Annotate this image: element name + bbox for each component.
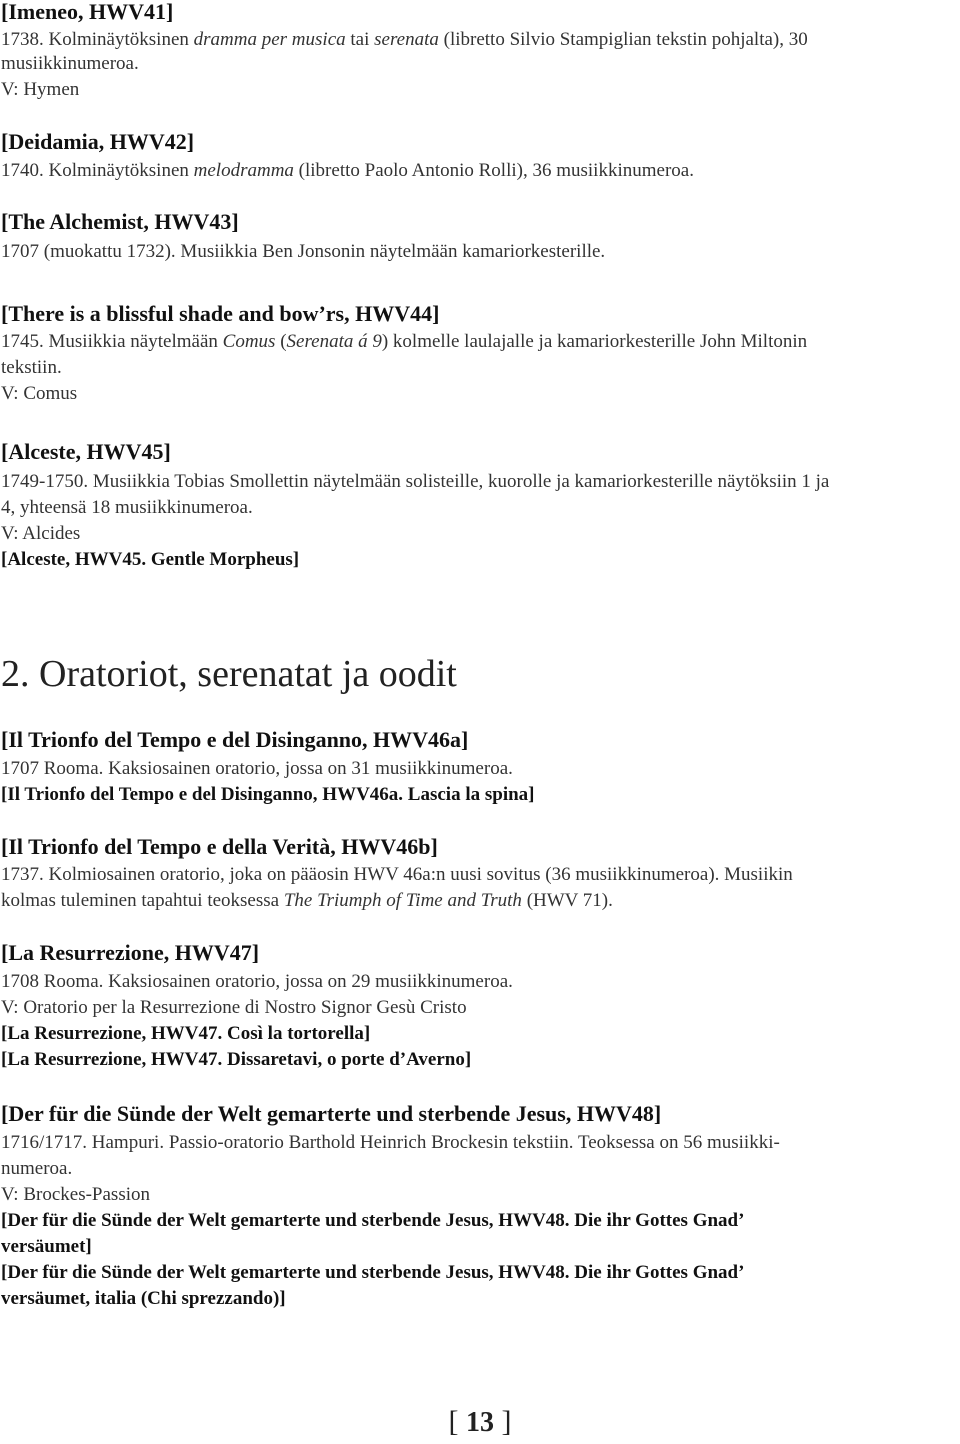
entry-heading-imeneo: [Imeneo, HWV41] [1,0,174,24]
entry-text-resurrezione-line2: V: Oratorio per la Resurrezione di Nostro Signor Gesù Cristo [1,997,467,1018]
page-number: [ 13 ] [448,1405,512,1438]
page-number-value: 13 [466,1407,494,1438]
entry-heading-alchemist: [The Alchemist, HWV43] [1,209,239,234]
entry-text-resurrezione-line1: 1708 Rooma. Kaksiosainen oratorio, jossa on 29 musiikkinumeroa. [1,971,513,992]
entry-subheading-brockes-1b: versäumet] [1,1236,92,1257]
section-title: 2. Oratoriot, serenatat ja oodit [1,653,457,695]
entry-text-imeneo-line3: V: Hymen [1,79,80,100]
entry-text-blissful-line1: 1745. Musiikkia näytelmään Comus (Serenata á 9) kolmelle laulajalle ja kamariorkesterille John Miltonin [1,331,808,352]
entry-heading-alceste: [Alceste, HWV45] [1,439,171,464]
entry-text-brockes-line3: V: Brockes-Passion [1,1184,150,1205]
entry-text-brockes-line1: 1716/1717. Hampuri. Passio-oratorio Barthold Heinrich Brockesin tekstiin. Teoksessa on 56 musiikki- [1,1132,780,1153]
entry-text-blissful-line3: V: Comus [1,383,78,404]
entry-text-trionfo-a-line1: 1707 Rooma. Kaksiosainen oratorio, jossa on 31 musiikkinumeroa. [1,758,513,779]
entry-subheading-resurrezione-2: [La Resurrezione, HWV47. Dissaretavi, o porte d’Averno] [1,1049,472,1070]
entry-heading-resurrezione: [La Resurrezione, HWV47] [1,940,260,965]
entry-text-alceste-line1: 1749-1750. Musiikkia Tobias Smollettin näytelmään solisteille, kuorolle ja kamariorkesterille näytöksiin 1 ja [1,471,830,492]
entry-subheading-brockes-1a: [Der für die Sünde der Welt gemarterte und sterbende Jesus, HWV48. Die ihr Gottes Gnad’ [1,1210,745,1231]
entry-subheading-trionfo-a: [Il Trionfo del Tempo e del Disinganno, HWV46a. Lascia la spina] [1,784,535,805]
entry-text-brockes-line2: numeroa. [1,1158,73,1179]
entry-text-alceste-line3: V: Alcides [1,523,81,544]
entry-text-imeneo-line2: musiikkinumeroa. [1,53,139,74]
entry-text-trionfo-b-line2: kolmas tuleminen tapahtui teoksessa The Triumph of Time and Truth (HWV 71). [1,890,613,911]
entry-text-deidamia-line1: 1740. Kolminäytöksinen melodramma (libretto Paolo Antonio Rolli), 36 musiikkinumeroa. [1,160,694,181]
entry-subheading-alceste: [Alceste, HWV45. Gentle Morpheus] [1,549,300,570]
entry-subheading-brockes-2a: [Der für die Sünde der Welt gemarterte und sterbende Jesus, HWV48. Die ihr Gottes Gnad’ [1,1262,745,1283]
entry-subheading-resurrezione-1: [La Resurrezione, HWV47. Così la tortorella] [1,1023,371,1044]
entry-text-trionfo-b-line1: 1737. Kolmiosainen oratorio, joka on pääosin HWV 46a:n uusi sovitus (36 musiikkinumeroa). Musiikin [1,864,793,885]
entry-text-alceste-line2: 4, yhteensä 18 musiikkinumeroa. [1,497,253,518]
entry-subheading-brockes-2b: versäumet, italia (Chi sprezzando)] [1,1288,286,1309]
entry-heading-deidamia: [Deidamia, HWV42] [1,129,195,154]
entry-text-blissful-line2: tekstiin. [1,357,62,378]
entry-heading-brockes: [Der für die Sünde der Welt gemarterte und sterbende Jesus, HWV48] [1,1101,662,1126]
entry-heading-trionfo-a: [Il Trionfo del Tempo e del Disinganno, HWV46a] [1,727,469,752]
entry-heading-blissful: [There is a blissful shade and bow’rs, HWV44] [1,301,440,326]
entry-text-alchemist-line1: 1707 (muokattu 1732). Musiikkia Ben Jonsonin näytelmään kamariorkesterille. [1,241,606,262]
entry-text-imeneo-line1: 1738. Kolminäytöksinen dramma per musica tai serenata (libretto Silvio Stampiglian tekstin pohjalta), 30 [1,29,808,50]
entry-heading-trionfo-b: [Il Trionfo del Tempo e della Verità, HWV46b] [1,834,438,859]
